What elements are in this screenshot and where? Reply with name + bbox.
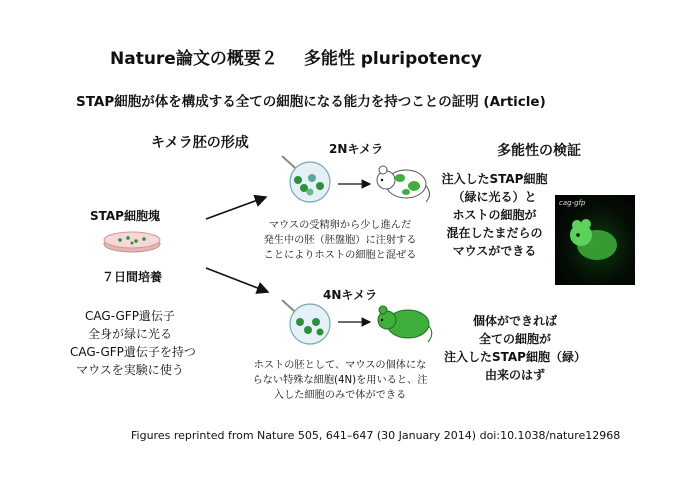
gfp-mouse-photo xyxy=(555,195,635,285)
2n-result-line: マウスができる xyxy=(452,244,537,258)
arrow-to-2n xyxy=(206,197,266,219)
2n-desc-line: 発生中の胚（胚盤胞）に注射する xyxy=(263,235,417,246)
2n-description xyxy=(250,218,430,263)
2n-result-line: ホストの細胞が xyxy=(452,208,537,222)
page-subtitle: STAP細胞が体を構成する全ての細胞になる能力を持つことの証明 (Article) xyxy=(76,94,546,110)
chimera-heading: キメラ胚の形成 xyxy=(151,135,249,151)
4n-result-line: 由来のはず xyxy=(484,368,545,382)
4n-desc-line: ホストの胚として、マウスの個体にな xyxy=(253,360,427,371)
4n-result-line: 注入したSTAP細胞（緑） xyxy=(444,350,586,364)
gfp-line: CAG-GFP遺伝子 xyxy=(85,309,175,323)
mosaic-mouse-icon xyxy=(376,158,434,204)
2n-chimera-label: 2Nキメラ xyxy=(329,142,384,156)
arrow-to-4n xyxy=(206,268,268,292)
culture-label: ７日間培養 xyxy=(102,270,163,284)
green-mouse-icon xyxy=(374,298,436,346)
4n-result-line: 全ての細胞が xyxy=(478,332,551,346)
figure-credit: Figures reprinted from Nature 505, 641–647 (30 January 2014) doi:10.1038/nature12968 xyxy=(131,429,621,442)
4n-result xyxy=(440,312,590,384)
4n-result-line: 個体ができれば xyxy=(472,314,557,328)
stap-cluster-label: STAP細胞塊 xyxy=(90,209,160,223)
title-part1: Nature論文の概要２ xyxy=(110,49,278,69)
gfp-line: 全身が緑に光る xyxy=(87,327,172,341)
gfp-line: CAG-GFP遺伝子を持つ xyxy=(70,345,196,359)
2n-result-line: （緑に光る）と xyxy=(452,190,537,204)
2n-result xyxy=(437,170,552,260)
2n-desc-line: マウスの受精卵から少し進んだ xyxy=(268,220,412,231)
gfp-line: マウスを実験に使う xyxy=(76,363,184,377)
4n-chimera-label: 4Nキメラ xyxy=(323,288,378,302)
4n-description xyxy=(240,358,440,403)
pluripotency-heading: 多能性の検証 xyxy=(497,143,581,159)
title-part2: 多能性 pluripotency xyxy=(303,49,482,69)
blastocyst-4n-icon xyxy=(276,294,338,350)
photo-label: cag-gfp xyxy=(559,199,586,207)
blastocyst-2n-icon xyxy=(276,150,338,206)
2n-result-line: 注入したSTAP細胞 xyxy=(441,172,548,186)
2n-desc-line: ことによりホストの細胞と混ぜる xyxy=(263,250,417,261)
4n-desc-line: 入した細胞のみで体ができる xyxy=(273,390,407,401)
2n-result-line: 混在したまだらの xyxy=(446,226,543,240)
4n-desc-line: らない特殊な細胞(4N)を用いると、注 xyxy=(252,375,428,386)
glowing-mouse-icon xyxy=(555,195,635,285)
